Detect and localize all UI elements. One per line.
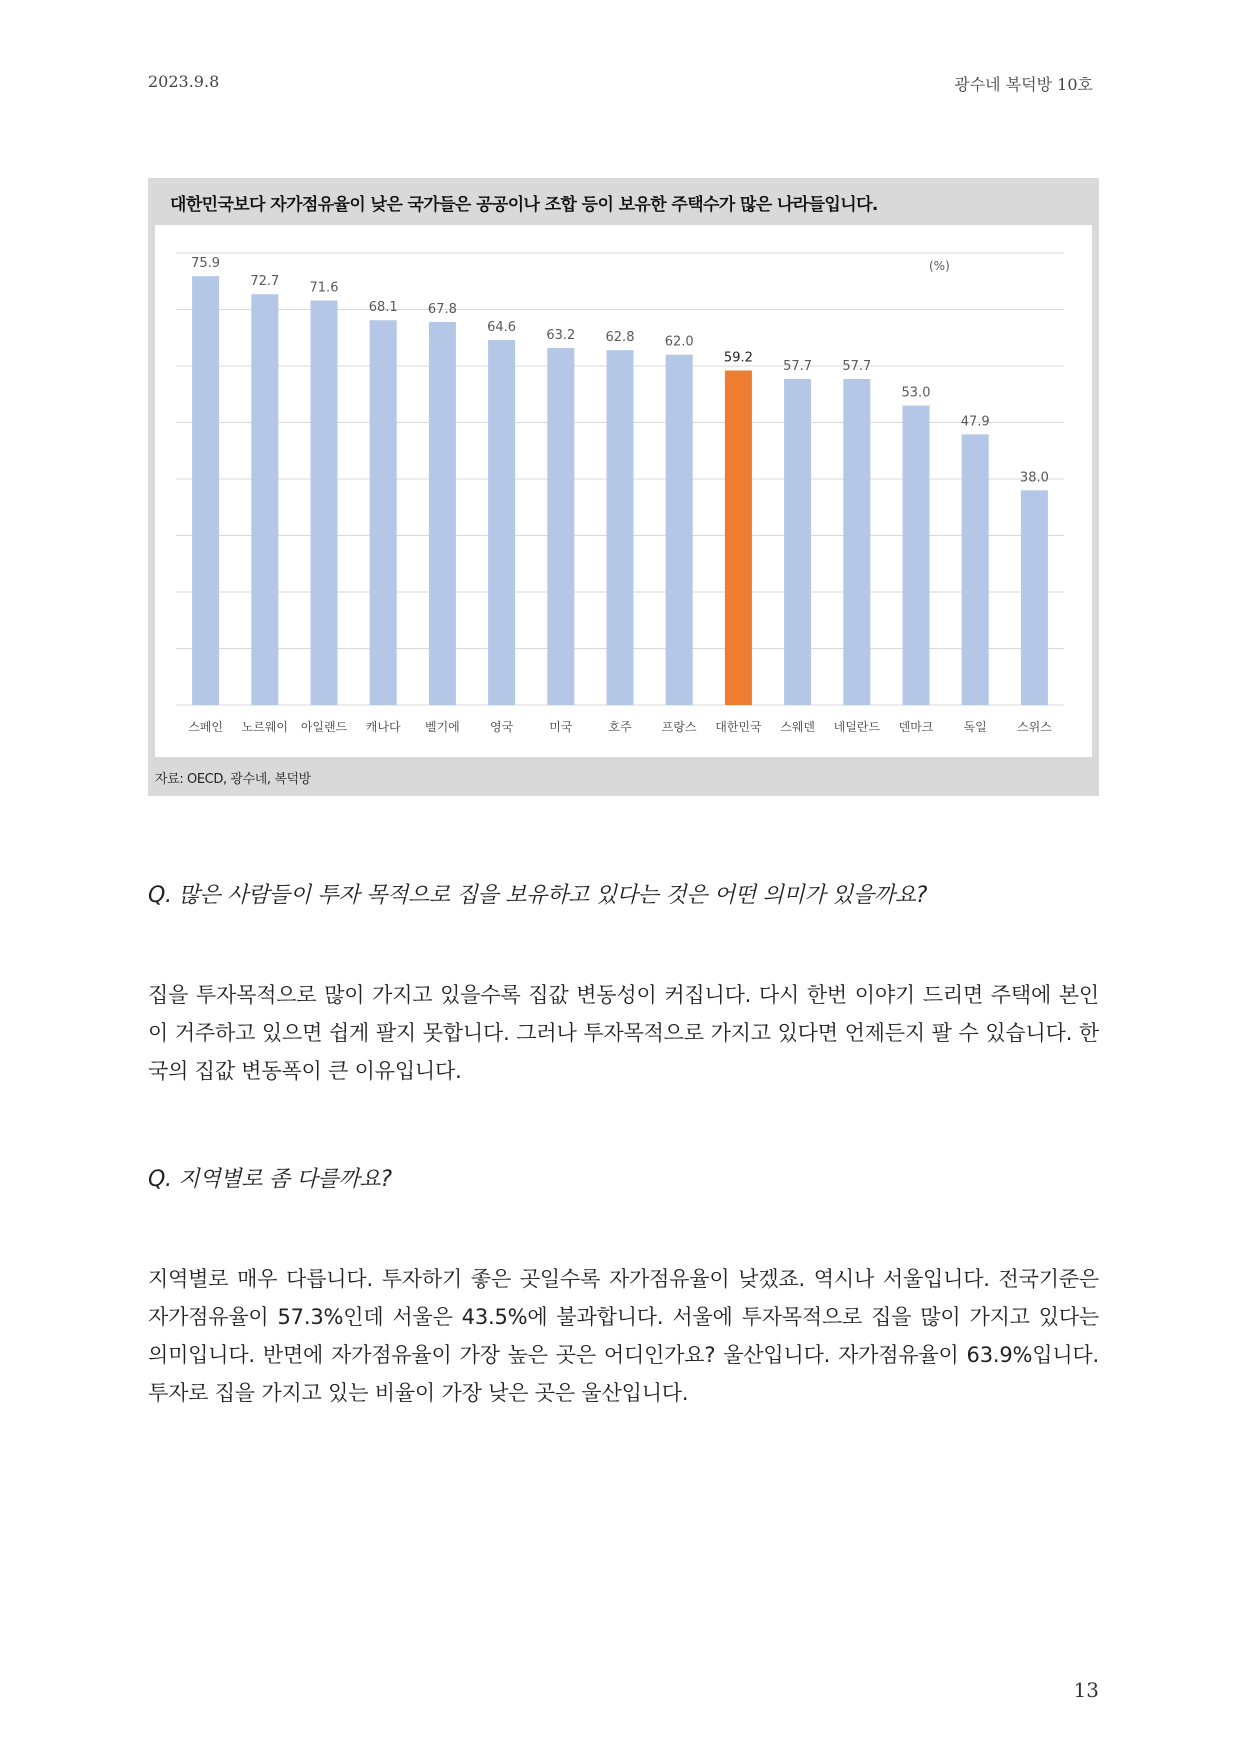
bar-대한민국	[725, 371, 752, 705]
data-label: 57.7	[842, 358, 872, 374]
bar-스웨덴	[784, 379, 811, 705]
data-label: 64.6	[487, 320, 517, 336]
data-label: 57.7	[783, 358, 813, 374]
page-number: 13	[1073, 1678, 1099, 1702]
bar-벨기에	[429, 322, 456, 705]
data-label: 62.8	[605, 330, 635, 346]
category-label: 네덜란드	[833, 720, 880, 734]
data-label: 38.0	[1019, 470, 1049, 486]
category-label: 스웨덴	[780, 720, 815, 734]
data-label: 62.0	[664, 334, 694, 350]
category-label: 미국	[549, 720, 573, 734]
bar-캐나다	[370, 320, 397, 705]
bar-프랑스	[666, 355, 693, 705]
header-issue: 광수네 복덕방 10호	[954, 75, 1093, 94]
category-label: 스위스	[1017, 720, 1052, 734]
bar-chart	[155, 225, 1092, 757]
data-label: 71.6	[309, 280, 339, 296]
category-label: 프랑스	[661, 720, 697, 734]
category-label: 캐나다	[365, 720, 401, 734]
category-label: 아일랜드	[300, 720, 348, 734]
data-label: 47.9	[960, 414, 990, 430]
data-label: 53.0	[901, 385, 931, 401]
bar-아일랜드	[311, 300, 338, 705]
chart-plot-area	[155, 225, 1092, 757]
bar-스페인	[192, 276, 219, 705]
answer-1: 집을 투자목적으로 많이 가지고 있을수록 집값 변동성이 커집니다. 다시 한번 이야기 드리면 주택에 본인이 거주하고 있으면 쉽게 팔지 못합니다. 그러나 투자목적으로 가지고 있다면 언제든지 팔 수 있습니다. 한국의 집값 변동폭이 큰 이유입니다.	[148, 983, 1099, 1083]
data-label: 72.7	[250, 274, 280, 290]
category-label: 대한민국	[715, 720, 762, 734]
question-1: Q. 많은 사람들이 투자 목적으로 집을 보유하고 있다는 것은 어떤 의미가 있을까요?	[148, 883, 928, 908]
category-label: 영국	[490, 720, 514, 734]
header-date: 2023.9.8	[148, 72, 220, 91]
data-label: 75.9	[191, 256, 221, 272]
bar-노르웨이	[251, 294, 278, 705]
bar-호주	[607, 350, 634, 705]
data-label: 68.1	[368, 300, 398, 316]
category-label: 스페인	[188, 720, 223, 734]
bar-덴마크	[903, 406, 930, 705]
chart-figure	[148, 178, 1099, 796]
bar-독일	[962, 434, 989, 705]
question-2: Q. 지역별로 좀 다를까요?	[148, 1167, 392, 1192]
category-label: 호주	[608, 720, 632, 734]
bar-네덜란드	[843, 379, 870, 705]
category-label: 벨기에	[425, 720, 460, 734]
data-label: 67.8	[427, 301, 457, 317]
bar-미국	[547, 348, 574, 705]
data-label: 63.2	[546, 327, 576, 343]
answer-2: 지역별로 매우 다릅니다. 투자하기 좋은 곳일수록 자가점유율이 낮겠죠. 역시나 서울입니다. 전국기준은 자가점유율이 57.3%인데 서울은 43.5%에 불과합니다. 서울에 투자목적으로 집을 많이 가지고 있다는 의미입니다. 반면에 자가점유율이 가장 높은 곳은 어디인가요? 울산입니다. 자가점유율이 63.9%입니다. 투자로 집을 가지고 있는 비율이 가장 낮은 곳은 울산입니다.	[148, 1267, 1099, 1405]
chart-source: 자료: OECD, 광수네, 복덕방	[155, 772, 311, 787]
category-label: 덴마크	[898, 720, 934, 734]
data-label: 59.2	[723, 350, 753, 366]
unit-label: (%)	[929, 259, 950, 273]
bar-영국	[488, 340, 515, 705]
chart-title: 대한민국보다 자가점유율이 낮은 국가들은 공공이나 조합 등이 보유한 주택수가 많은 나라들입니다.	[170, 195, 878, 215]
category-label: 독일	[963, 720, 987, 734]
bar-스위스	[1021, 490, 1048, 705]
category-label: 노르웨이	[241, 720, 288, 734]
